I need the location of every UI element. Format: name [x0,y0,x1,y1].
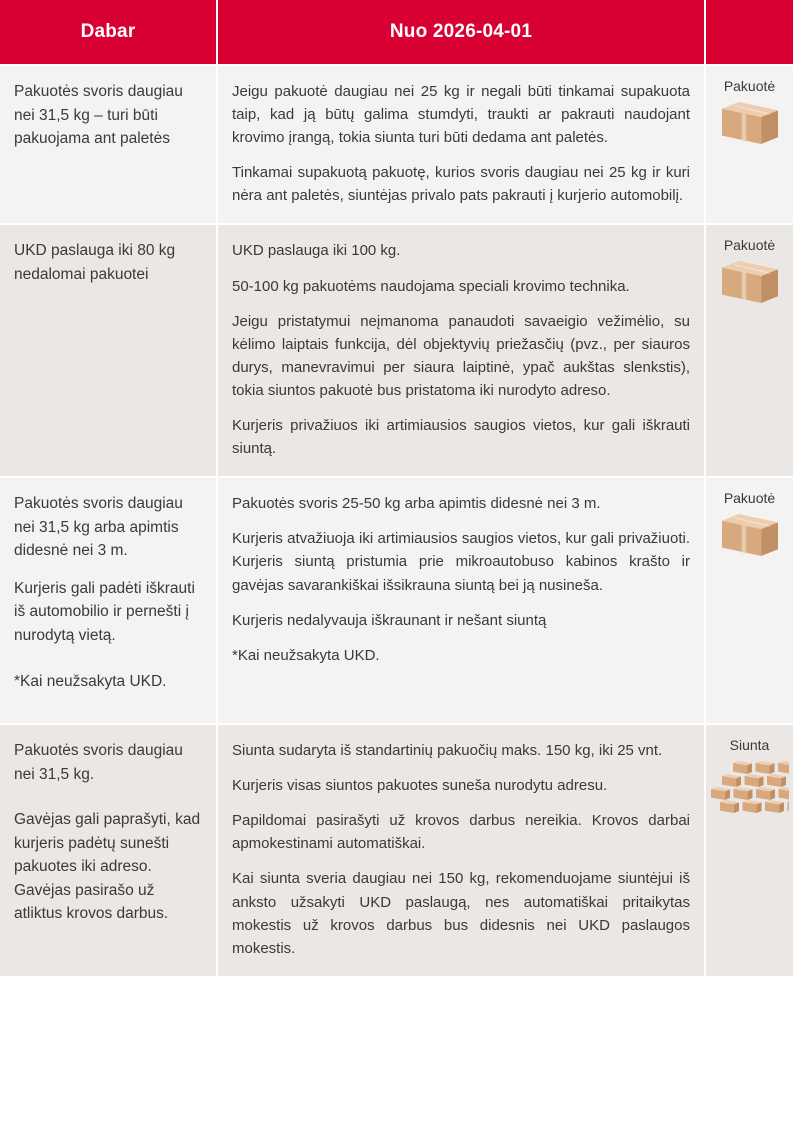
paragraph: Pakuotės svoris daugiau nei 31,5 kg – turi būti pakuojama ant paletės [14,83,183,148]
cell-icon [704,225,793,476]
paragraph: Kurjeris gali padėti iškrauti iš automobilio ir pernešti į nurodytą vietą. [14,579,195,644]
paragraph: UKD paslauga iki 80 kg nedalomai pakuotei [14,242,176,284]
paragraph: Jeigu pakuotė daugiau nei 25 kg ir negali būti tinkamai supakuota taip, kad ją būtų galima stumdyti, traukti ar pakrauti naudojant krovimo įrangą, tokia siunta turi būti dedama ant paletės. [232,83,690,147]
package-box-icon [710,261,789,303]
paragraph: Kurjeris nedalyvauja iškraunant ir nešant siuntą [232,611,547,629]
paragraph: UKD paslauga iki 100 kg. [232,242,401,260]
icon-label: Pakuotė [723,490,776,507]
table-header-row [0,0,793,64]
paragraph: Papildomai pasirašyti už krovos darbus nereikia. Krovos darbai apmokestinami automatiškai. [232,812,690,853]
paragraph: Kurjeris atvažiuoja iki artimiausios saugios vietos, kur gali privažiuoti. Kurjeris siuntą pristumia prie mikroautobuso kabinos krašto ir gavėjas savarankiškai išsikrauna siuntą bei ją nusineša. [232,530,690,594]
cell-now [0,66,216,223]
cell-now [0,478,216,723]
column-header-from-date: Nuo 2026-04-01 [216,0,704,64]
column-header-now: Dabar [80,21,136,42]
paragraph: Tinkamai supakuotą pakuotę, kurios svoris daugiau nei 25 kg ir kuri nėra ant paletės, siuntėjas privalo pats pakrauti į kurjerio automobilį. [232,164,690,205]
paragraph: Pakuotės svoris daugiau nei 31,5 kg arba apimtis didesnė nei 3 m. [14,495,183,560]
table-row [0,64,793,223]
paragraph: Kai siunta sveria daugiau nei 150 kg, rekomenduojame siuntėjui iš anksto užsakyti UKD paslaugą, nes automatiškai pritaikytas mokestis už krovos darbus bus didesnis nei UKD paslaugos mokestis. [232,870,690,957]
paragraph: Gavėjas gali paprašyti, kad kurjeris padėtų sunešti pakuotes iki adreso. Gavėjas pasirašo už atliktus krovos darbus. [14,811,201,923]
cell-now [0,725,216,976]
icon-label: Pakuotė [723,78,776,94]
paragraph: *Kai neužsakyta UKD. [232,646,380,664]
package-box-icon [710,514,789,556]
cell-icon [704,725,793,976]
cell-from-date [216,478,704,723]
cell-icon [704,478,793,723]
package-box-icon [710,102,789,144]
table-row [0,223,793,476]
cell-now [0,225,216,476]
paragraph: Kurjeris visas siuntos pakuotes suneša nurodytu adresu. [232,777,608,795]
icon-label: Siunta [729,737,770,754]
cell-from-date [216,225,704,476]
cell-icon [704,66,793,223]
table-row [0,476,793,723]
table-row [0,723,793,976]
paragraph: Pakuotės svoris 25-50 kg arba apimtis didesnė nei 3 m. [232,495,601,513]
cell-from-date [216,725,704,976]
paragraph: 50-100 kg pakuotėms naudojama speciali krovimo technika. [232,277,630,295]
paragraph: Jeigu pristatymui neįmanoma panaudoti savaeigio vežimėlio, su kėlimo laiptais funkcija, dėl objektyvių priežasčių (pvz., per siauros durys, manevravimui per siaura laiptinė, ypač aukštas slenkstis), tokia siuntos pakuotė bus pristatoma iki nurodyto adreso. [232,312,690,399]
paragraph: *Kai neužsakyta UKD. [14,672,167,690]
cell-from-date [216,66,704,223]
paragraph: Pakuotės svoris daugiau nei 31,5 kg. [14,742,183,783]
paragraph: Siunta sudaryta iš standartinių pakuočių maks. 150 kg, iki 25 vnt. [232,742,663,760]
paragraph: Kurjeris privažiuos iki artimiausios saugios vietos, kur gali iškrauti siuntą. [232,417,690,458]
table-body [0,64,793,976]
column-header-icon [704,0,793,64]
bottom-spacer [0,976,793,984]
icon-label: Pakuotė [723,237,776,254]
shipment-boxes-icon [710,761,789,817]
